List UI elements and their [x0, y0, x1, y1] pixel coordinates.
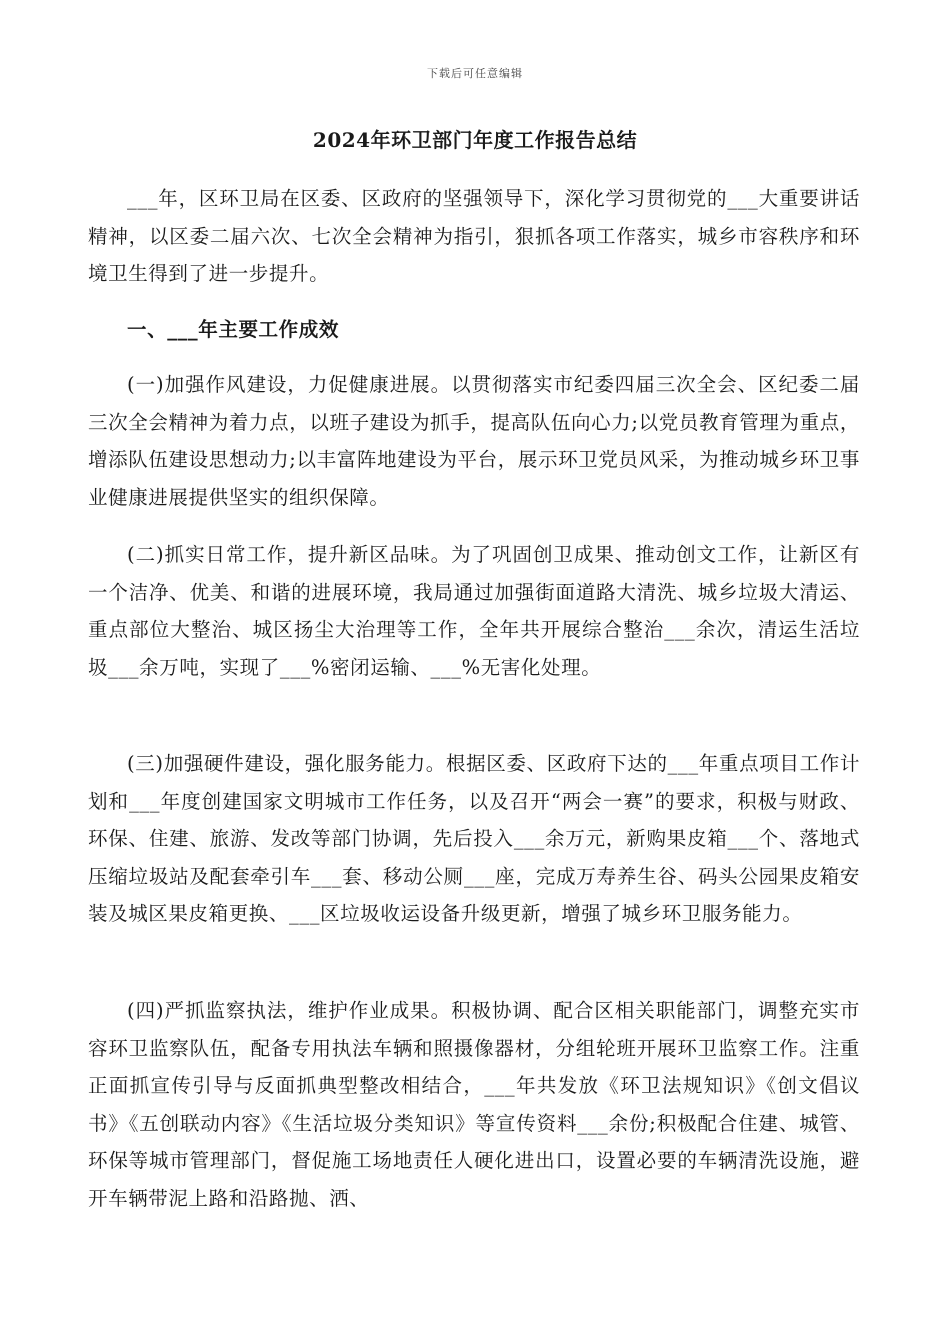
- intro-block: [88, 180, 860, 293]
- document-title: 2024年环卫部门年度工作报告总结: [312, 128, 638, 152]
- paragraph-1-block: [88, 366, 860, 516]
- section-heading: 一、___年主要工作成效: [127, 318, 339, 341]
- paragraph-2-block: [88, 536, 860, 686]
- intro-paragraph: ___年，区环卫局在区委、区政府的坚强领导下，深化学习贯彻党的___大重要讲话精神，以区委二届六次、七次全会精神为指引，狠抓各项工作落实，城乡市容秩序和环境卫生得到了进一步提升。: [88, 187, 860, 285]
- body-paragraph: (二)抓实日常工作，提升新区品味。为了巩固创卫成果、推动创文工作，让新区有一个洁净、优美、和谐的进展环境，我局通过加强街面道路大清洗、城乡垃圾大清运、重点部位大整治、城区扬尘大治理等工作，全年共开展综合整治___余次，清运生活垃圾___余万吨，实现了___%密闭运输、___%无害化处理。: [88, 543, 860, 679]
- body-paragraph: (三)加强硬件建设，强化服务能力。根据区委、区政府下达的___年重点项目工作计划和___年度创建国家文明城市工作任务，以及召开“两会一赛”的要求，积极与财政、环保、住建、旅游、发改等部门协调，先后投入___余万元，新购果皮箱___个、落地式压缩垃圾站及配套牵引车___套、移动公厕___座，完成万寿养生谷、码头公园果皮箱安装及城区果皮箱更换、___区垃圾收运设备升级更新，增强了城乡环卫服务能力。: [88, 752, 860, 925]
- section-heading-block: [88, 311, 860, 349]
- paragraph-3-block: [88, 745, 860, 933]
- body-paragraph: (四)严抓监察执法，维护作业成果。积极协调、配合区相关职能部门，调整充实市容环卫监察队伍，配备专用执法车辆和照摄像器材，分组轮班开展环卫监察工作。注重正面抓宣传引导与反面抓典型整改相结合，___年共发放《环卫法规知识》《创文倡议书》《五创联动内容》《生活垃圾分类知识》等宣传资料___余份;积极配合住建、城管、环保等城市管理部门，督促施工场地责任人硬化进出口，设置必要的车辆清洗设施，避开车辆带泥上路和沿路抛、洒、: [88, 999, 860, 1210]
- paragraph-4-block: [88, 992, 860, 1217]
- body-paragraph: (一)加强作风建设，力促健康进展。以贯彻落实市纪委四届三次全会、区纪委二届三次全会精神为着力点，以班子建设为抓手，提高队伍向心力;以党员教育管理为重点，增添队伍建设思想动力;以丰富阵地建设为平台，展示环卫党员风采，为推动城乡环卫事业健康进展提供坚实的组织保障。: [88, 373, 860, 509]
- header-note: 下载后可任意编辑: [427, 67, 523, 80]
